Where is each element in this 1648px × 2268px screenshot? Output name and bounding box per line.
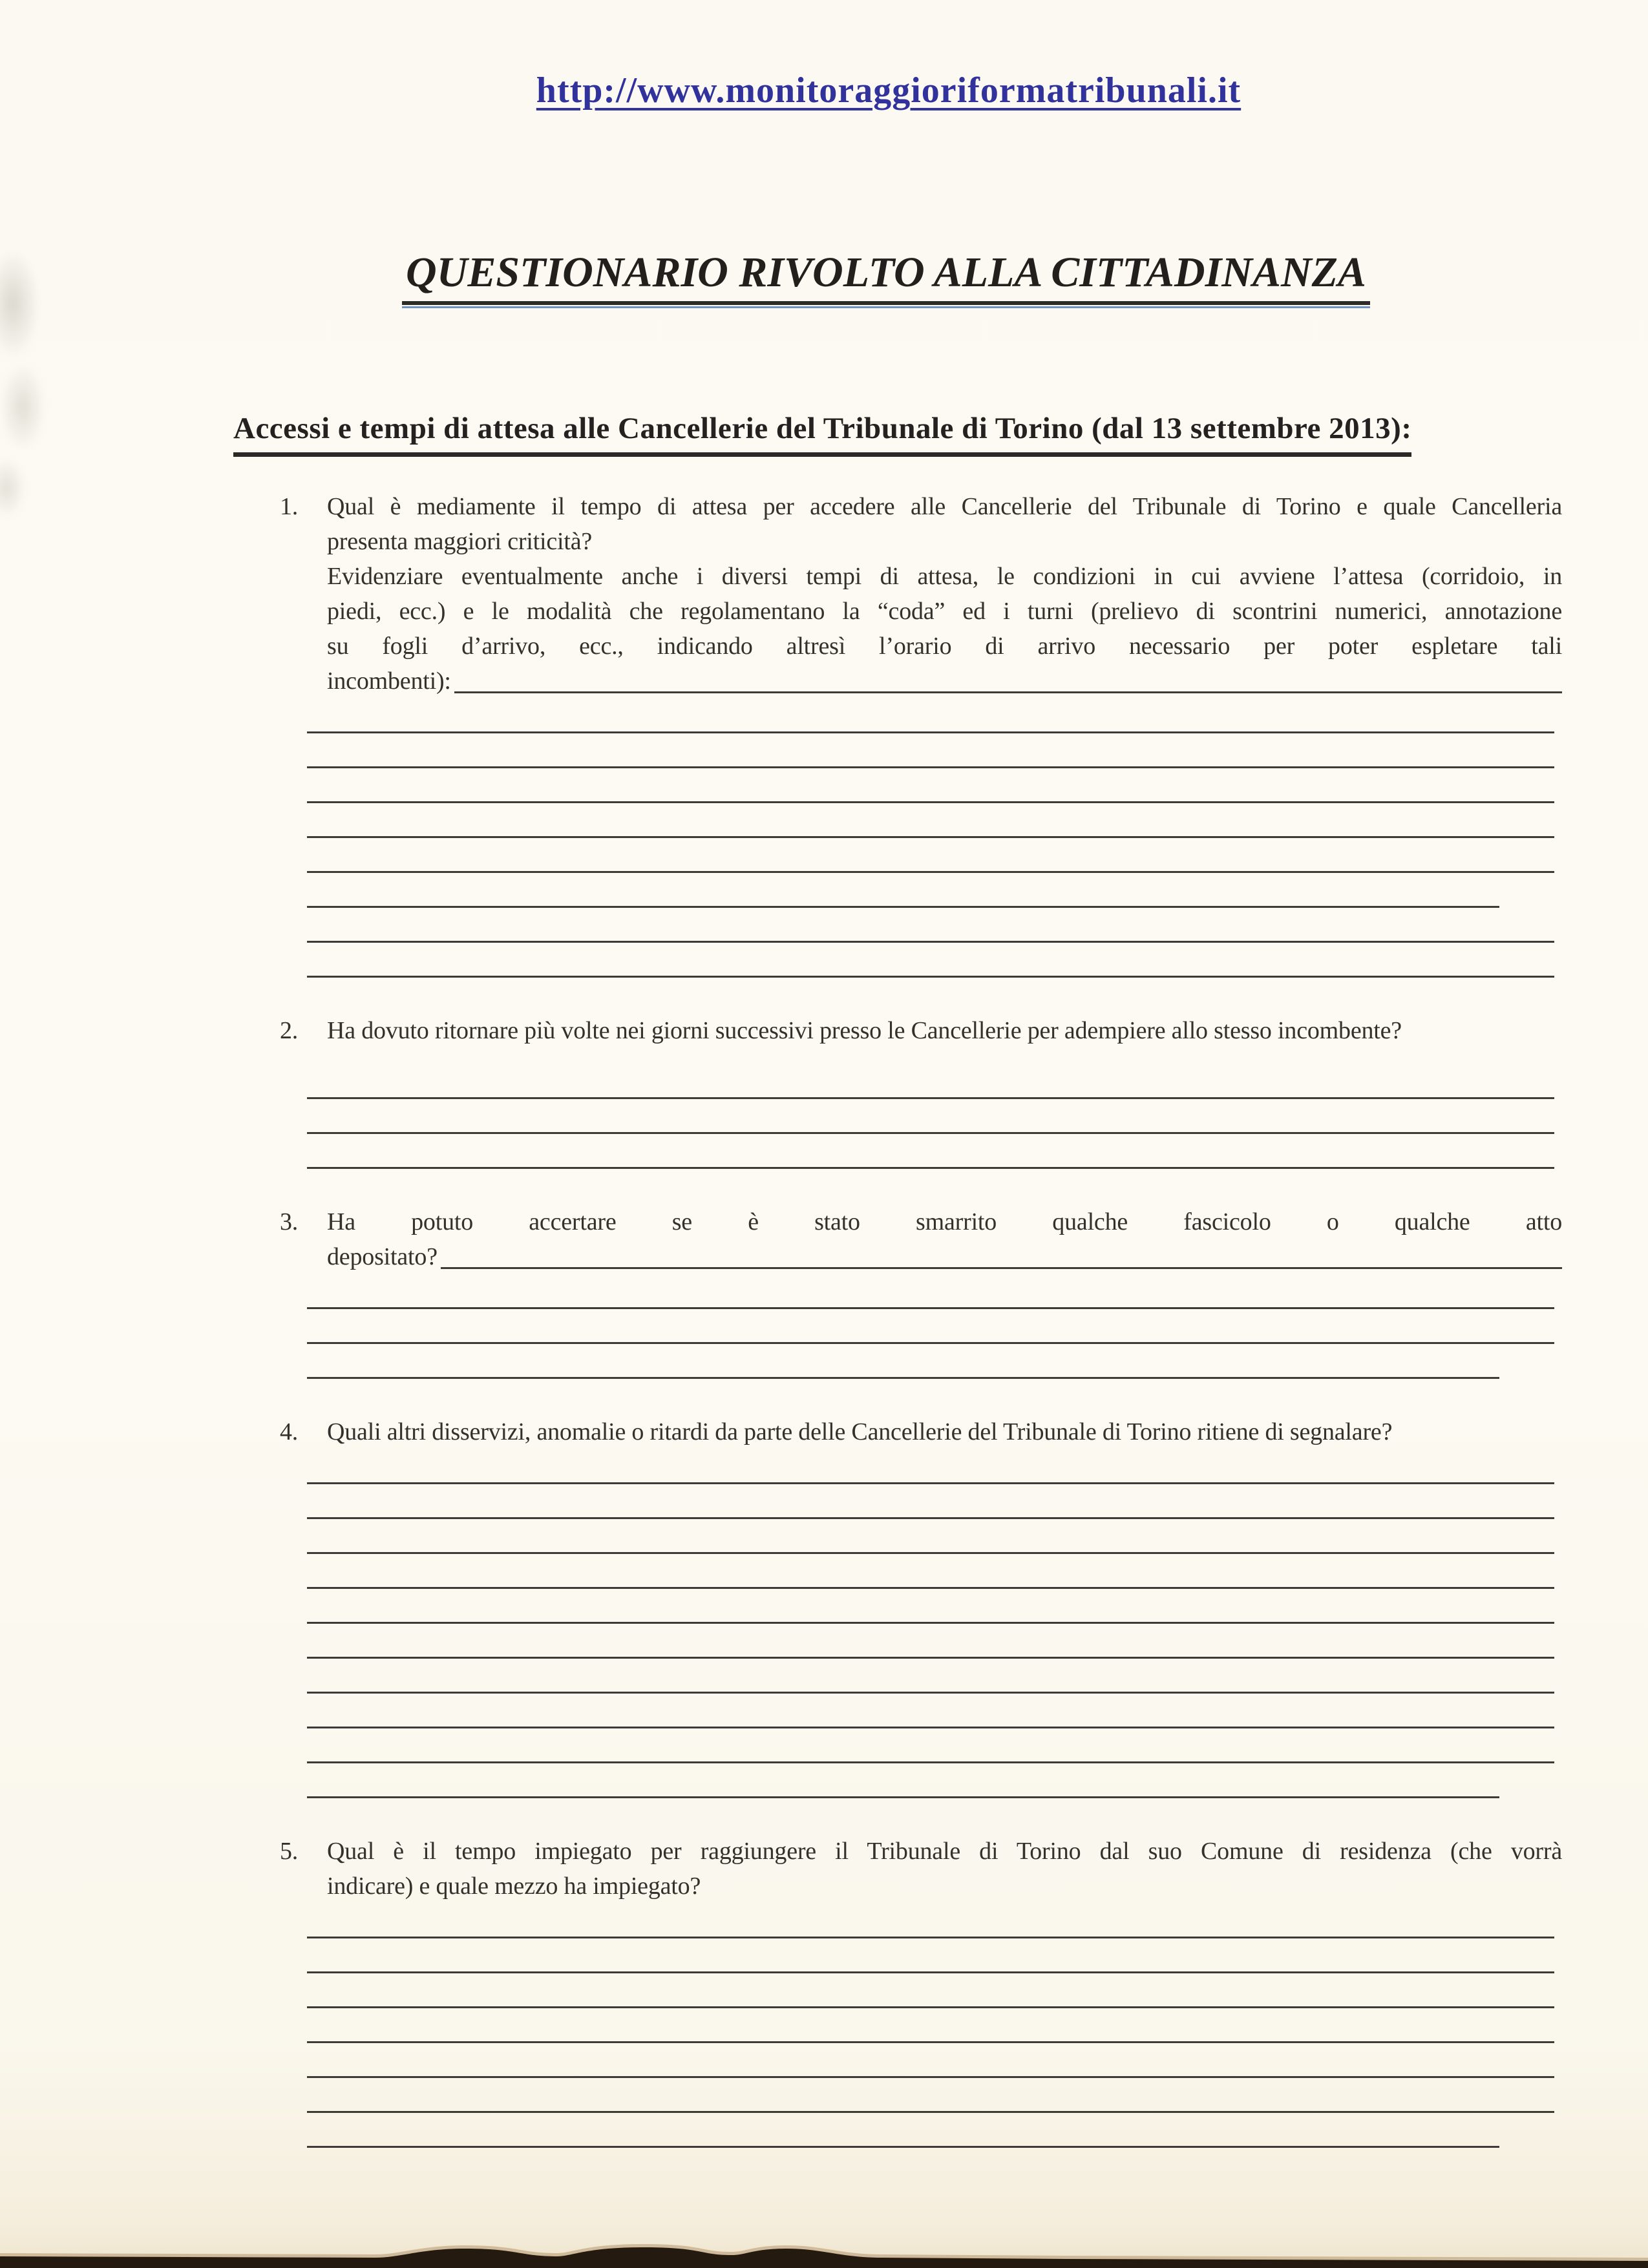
- question-text-line: [327, 629, 1562, 664]
- question-text-line: [327, 1834, 1562, 1869]
- answer-line: [307, 2043, 1554, 2078]
- question-text-line: [327, 1013, 1562, 1048]
- answer-line: [307, 768, 1554, 803]
- answer-line: [307, 1099, 1554, 1134]
- question-text-line: [327, 1204, 1562, 1239]
- answer-line: [307, 1904, 1554, 1938]
- question-text-line: [327, 524, 1562, 559]
- answer-line: [307, 2078, 1554, 2113]
- page-edge-shadow: [0, 2223, 1648, 2268]
- website-link[interactable]: http://www.monitoraggioriformatribunali.it: [536, 70, 1241, 110]
- answer-line: [307, 838, 1554, 873]
- answer-line: [307, 1589, 1554, 1624]
- question-text: Quali altri disservizi, anomalie o ritardi da parte delle Cancellerie del Tribunale di Torino ritiene di segnalare?: [327, 1418, 1393, 1446]
- answer-lines: [307, 1904, 1554, 2148]
- question-item: [280, 1414, 1562, 1798]
- answer-line: [307, 1728, 1554, 1763]
- question-item: [280, 1834, 1562, 2148]
- answer-line: [307, 1763, 1499, 1798]
- answer-line: [307, 733, 1554, 768]
- answer-line: [307, 1274, 1554, 1309]
- question-text: depositato?: [327, 1243, 438, 1271]
- question-text: Ha potuto accertare se è stato smarrito qualche fascicolo o qualche atto: [327, 1208, 1562, 1236]
- answer-line: [307, 803, 1554, 838]
- question-text: Ha dovuto ritornare più volte nei giorni successivi presso le Cancellerie per adempiere allo stesso incombente?: [327, 1017, 1402, 1045]
- answer-line: [307, 943, 1554, 978]
- answer-line: [307, 2008, 1554, 2043]
- answer-line: [307, 1938, 1554, 1973]
- question-number: 3.: [280, 1208, 299, 1236]
- question-text: Qual è mediamente il tempo di attesa per accedere alle Cancellerie del Tribunale di Torino e quale Cancelleria: [327, 493, 1562, 521]
- answer-line: [307, 1973, 1554, 2008]
- answer-line: [307, 1064, 1554, 1099]
- question-text-line: [327, 664, 1562, 698]
- answer-line: [307, 2113, 1499, 2148]
- question-item: [280, 1013, 1562, 1169]
- answer-line: [307, 1659, 1554, 1694]
- question-text-line: [327, 594, 1562, 629]
- question-item: [280, 489, 1562, 978]
- answer-lines: [307, 1274, 1554, 1379]
- question-text-line: [327, 559, 1562, 594]
- question-content: [327, 1834, 1562, 2148]
- question-text: indicare) e quale mezzo ha impiegato?: [327, 1873, 701, 1900]
- scan-smudge: [0, 213, 94, 523]
- answer-line: [307, 698, 1554, 733]
- page-title: QUESTIONARIO RIVOLTO ALLA CITTADINANZA: [402, 248, 1370, 305]
- question-content: [327, 1414, 1562, 1798]
- answer-line: [307, 908, 1554, 943]
- question-list: [280, 489, 1562, 2148]
- question-content: [327, 1013, 1562, 1169]
- answer-writein-line: [441, 1239, 1562, 1269]
- question-number: 2.: [280, 1017, 299, 1045]
- question-text: su fogli d’arrivo, ecc., indicando altresì l’orario di arrivo necessario per poter espletare tali: [327, 633, 1562, 660]
- question-text-line: [327, 1414, 1562, 1449]
- answer-line: [307, 1309, 1554, 1344]
- answer-line: [307, 1344, 1499, 1379]
- question-number: 1.: [280, 493, 299, 521]
- answer-line: [307, 1694, 1554, 1728]
- answer-line: [307, 1519, 1554, 1554]
- question-content: [327, 489, 1562, 978]
- question-text: Qual è il tempo impiegato per raggiungere il Tribunale di Torino dal suo Comune di residenza (che vorrà: [327, 1838, 1562, 1865]
- question-number: 4.: [280, 1418, 299, 1446]
- answer-line: [307, 873, 1499, 908]
- question-text-line: [327, 1869, 1562, 1904]
- answer-line: [307, 1554, 1554, 1589]
- answer-line: [307, 1449, 1554, 1484]
- section-heading: Accessi e tempi di attesa alle Cancellerie del Tribunale di Torino (dal 13 settembre 2013):: [233, 410, 1411, 457]
- question-text: piedi, ecc.) e le modalità che regolamentano la “coda” ed i turni (prelievo di scontrini numerici, annotazione: [327, 598, 1562, 625]
- answer-lines: [307, 698, 1554, 978]
- question-text-line: [327, 1239, 1562, 1274]
- answer-lines: [307, 1064, 1554, 1169]
- answer-writein-line: [454, 664, 1562, 693]
- question-number: 5.: [280, 1838, 299, 1865]
- question-text: incombenti):: [327, 667, 451, 695]
- answer-line: [307, 1624, 1554, 1659]
- title-block: [402, 248, 1370, 308]
- question-text: Evidenziare eventualmente anche i diversi tempi di attesa, le condizioni in cui avviene l’attesa (corridoio, in: [327, 563, 1562, 591]
- title-underline-accent: [402, 306, 1370, 308]
- answer-line: [307, 1484, 1554, 1519]
- question-text: presenta maggiori criticità?: [327, 528, 593, 556]
- question-item: [280, 1204, 1562, 1379]
- answer-lines: [307, 1449, 1554, 1798]
- question-content: [327, 1204, 1562, 1379]
- header: [0, 0, 1648, 111]
- question-text-line: [327, 489, 1562, 524]
- answer-line: [307, 1134, 1554, 1169]
